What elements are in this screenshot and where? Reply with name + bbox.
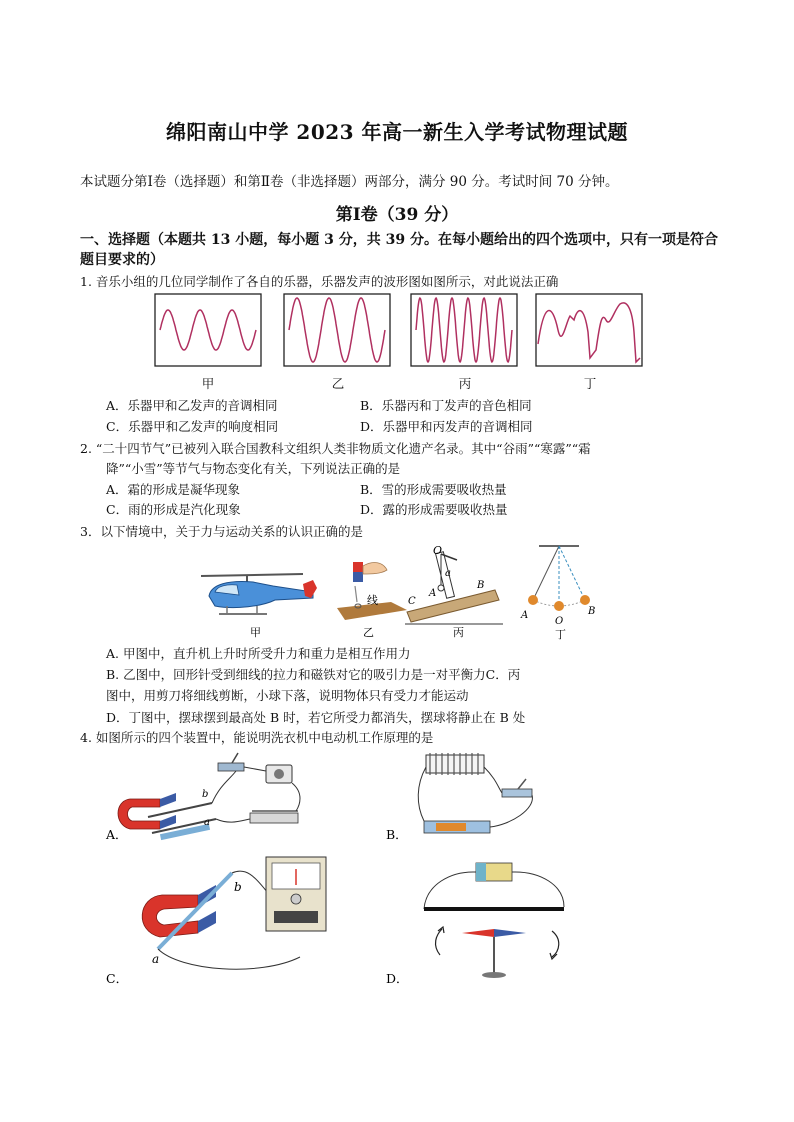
- q3-option-b: B. 乙图中，回形针受到细线的拉力和磁铁对它的吸引力是一对平衡力C．丙: [106, 667, 521, 682]
- q1-label-jia: 甲: [201, 376, 215, 391]
- q3-pend-B: B: [588, 606, 596, 617]
- q1-option-a: A．乐器甲和乙发声的音调相同: [106, 398, 278, 413]
- q3-pend-O: O: [555, 616, 564, 627]
- helicopter-figure: [201, 574, 317, 614]
- q3-line-label: 线: [367, 594, 378, 607]
- q1-option-b: B．乐器丙和丁发声的音色相同: [360, 398, 532, 413]
- q4-stem: 4. 如图所示的四个装置中，能说明洗衣机中电动机工作原理的是: [80, 730, 434, 745]
- q3-fig-bing: 丙: [453, 626, 464, 639]
- part-title: 第Ⅰ卷（39 分）: [335, 205, 459, 225]
- waveform-jia: [155, 294, 261, 366]
- q3-label-O: O: [433, 544, 443, 557]
- exam-intro: 本试题分第Ⅰ卷（选择题）和第Ⅱ卷（非选择题）两部分，满分 90 分。考试时间 70 分钟。: [80, 174, 619, 190]
- q1-stem: 1. 音乐小组的几位同学制作了各自的乐器，乐器发声的波形图如图所示，对此说法正确: [80, 274, 559, 289]
- page-title: 绵阳南山中学 2023 年高一新生入学考试物理试题: [165, 120, 629, 144]
- q4-fig-d: [424, 863, 564, 978]
- q1-label-ding: 丁: [583, 376, 597, 391]
- q3-figures: [195, 540, 615, 642]
- q4-fig-c: [142, 857, 326, 969]
- q2-option-a: A．霜的形成是凝华现象: [106, 482, 241, 497]
- q3-fig-ding: 丁: [555, 628, 566, 641]
- q4-c-label-b: b: [234, 880, 242, 894]
- q4-option-d: D．: [386, 971, 409, 986]
- q3-option-c-cont: 图中，用剪刀将细线剪断，小球下落，说明物体只有受力才能运动: [106, 688, 469, 703]
- q4-option-c: C．: [106, 971, 129, 986]
- q3-label-A: A: [429, 588, 437, 599]
- q4-c-label-a: a: [152, 952, 160, 966]
- q4-fig-b: [418, 753, 532, 833]
- q2-option-c: C．雨的形成是汽化现象: [106, 502, 241, 517]
- q3-label-a: a: [445, 568, 451, 579]
- q2-option-b: B．雪的形成需要吸收热量: [360, 482, 507, 497]
- q3-stem: 3．以下情境中，关于力与运动关系的认识正确的是: [80, 524, 363, 539]
- q4-fig-a: [118, 753, 300, 840]
- q1-label-bing: 丙: [458, 376, 472, 391]
- q3-label-C: C: [408, 596, 416, 607]
- q4-a-label-b: b: [202, 789, 209, 800]
- q2-option-d: D．露的形成需要吸收热量: [360, 502, 508, 517]
- q3-pend-A: A: [521, 610, 529, 621]
- swing-pendulum-figure: [520, 546, 595, 627]
- magnet-paperclip-figure: [337, 562, 407, 620]
- q1-option-c: C．乐器甲和乙发声的响度相同: [106, 419, 279, 434]
- q3-option-d: D．丁图中，摆球摆到最高处 B 时，若它所受力都消失，摆球将静止在 B 处: [106, 710, 526, 725]
- q3-fig-yi: 乙: [363, 626, 374, 639]
- q4-figures: [100, 745, 590, 995]
- waveform-ding: [536, 294, 642, 366]
- q2-stem-line1: 2. “二十四节气”已被列入联合国教科文组织人类非物质文化遗产名录。其中“谷雨”“寒露”“霜: [80, 441, 591, 456]
- q3-option-a: A. 甲图中，直升机上升时所受升力和重力是相互作用力: [106, 646, 411, 661]
- q1-option-d: D．乐器甲和丙发声的音调相同: [360, 419, 533, 434]
- q4-a-label-a: a: [204, 817, 210, 828]
- waveform-bing: [411, 294, 517, 366]
- q1-label-yi: 乙: [331, 376, 345, 391]
- q4-option-a: A．: [106, 827, 128, 842]
- incline-pendulum-figure: [405, 544, 503, 624]
- q3-fig-jia: 甲: [250, 626, 261, 639]
- q4-option-b: B．: [386, 827, 408, 842]
- q2-stem-line2: 降”“小雪”等节气与物态变化有关，下列说法正确的是: [106, 461, 401, 476]
- waveform-yi: [284, 294, 390, 366]
- q1-waveforms: [150, 292, 650, 372]
- q3-label-B: B: [477, 580, 485, 591]
- section-heading: 一、选择题（本题共 13 小题，每小题 3 分，共 39 分。在每小题给出的四个选项中，只有一项是符合题目要求的）: [80, 232, 718, 268]
